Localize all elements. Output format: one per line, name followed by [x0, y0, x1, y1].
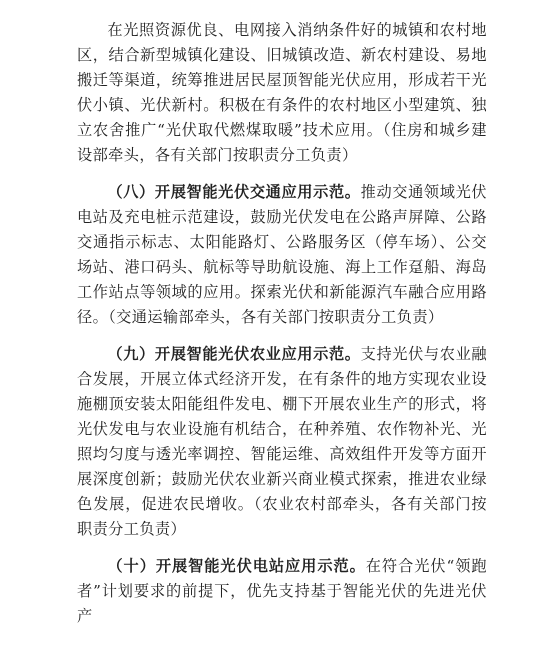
paragraph-power-station-pv [77, 554, 487, 629]
paragraph-text: 推动交通领域光伏电站及充电桩示范建设，鼓励光伏发电在公路声屏障、公路交通指示标志、太阳能路灯、公路服务区（停车场）、公交场站、港口码头、航标等导助航设施、海上工作趸船、海岛工作站点等领域的应用。探索光伏和新能源汽车融合应用路径。（交通运输部牵头，各有关部门按职责分工负责） [77, 183, 487, 326]
paragraph-text: 在光照资源优良、电网接入消纳条件好的城镇和农村地区，结合新型城镇化建设、旧城镇改造、新农村建设、易地搬迁等渠道，统筹推进居民屋顶智能光伏应用，形成若干光伏小镇、光伏新村。积极在有条件的农村地区小型建筑、独立农舍推广“光伏取代燃煤取暖”技术应用。（住房和城乡建设部牵头，各有关部门按职责分工负责） [77, 21, 487, 164]
document-body [77, 18, 487, 641]
paragraph-text: 在符合光伏“领跑者”计划要求的前提下，优先支持基于智能光伏的先进光伏产 [77, 557, 487, 625]
paragraph-heading: （九）开展智能光伏农业应用示范。 [107, 345, 361, 363]
paragraph-heading: （十）开展智能光伏电站应用示范。 [107, 557, 366, 575]
paragraph-rural-rooftop-pv [77, 18, 487, 168]
paragraph-agriculture-pv [77, 342, 487, 542]
paragraph-text: 支持光伏与农业融合发展，开展立体式经济开发，在有条件的地方实现农业设施棚顶安装太阳能组件发电、棚下开展农业生产的形式，将光伏发电与农业设施有机结合，在种养殖、农作物补光、光照均匀度与透光率调控、智能运维、高效组件开发等方面开展深度创新；鼓励光伏农业新兴商业模式探索，推进农业绿色发展，促进农民增收。（农业农村部牵头，各有关部门按职责分工负责） [77, 345, 487, 538]
paragraph-transport-pv [77, 180, 487, 330]
paragraph-heading: （八）开展智能光伏交通应用示范。 [107, 183, 361, 201]
